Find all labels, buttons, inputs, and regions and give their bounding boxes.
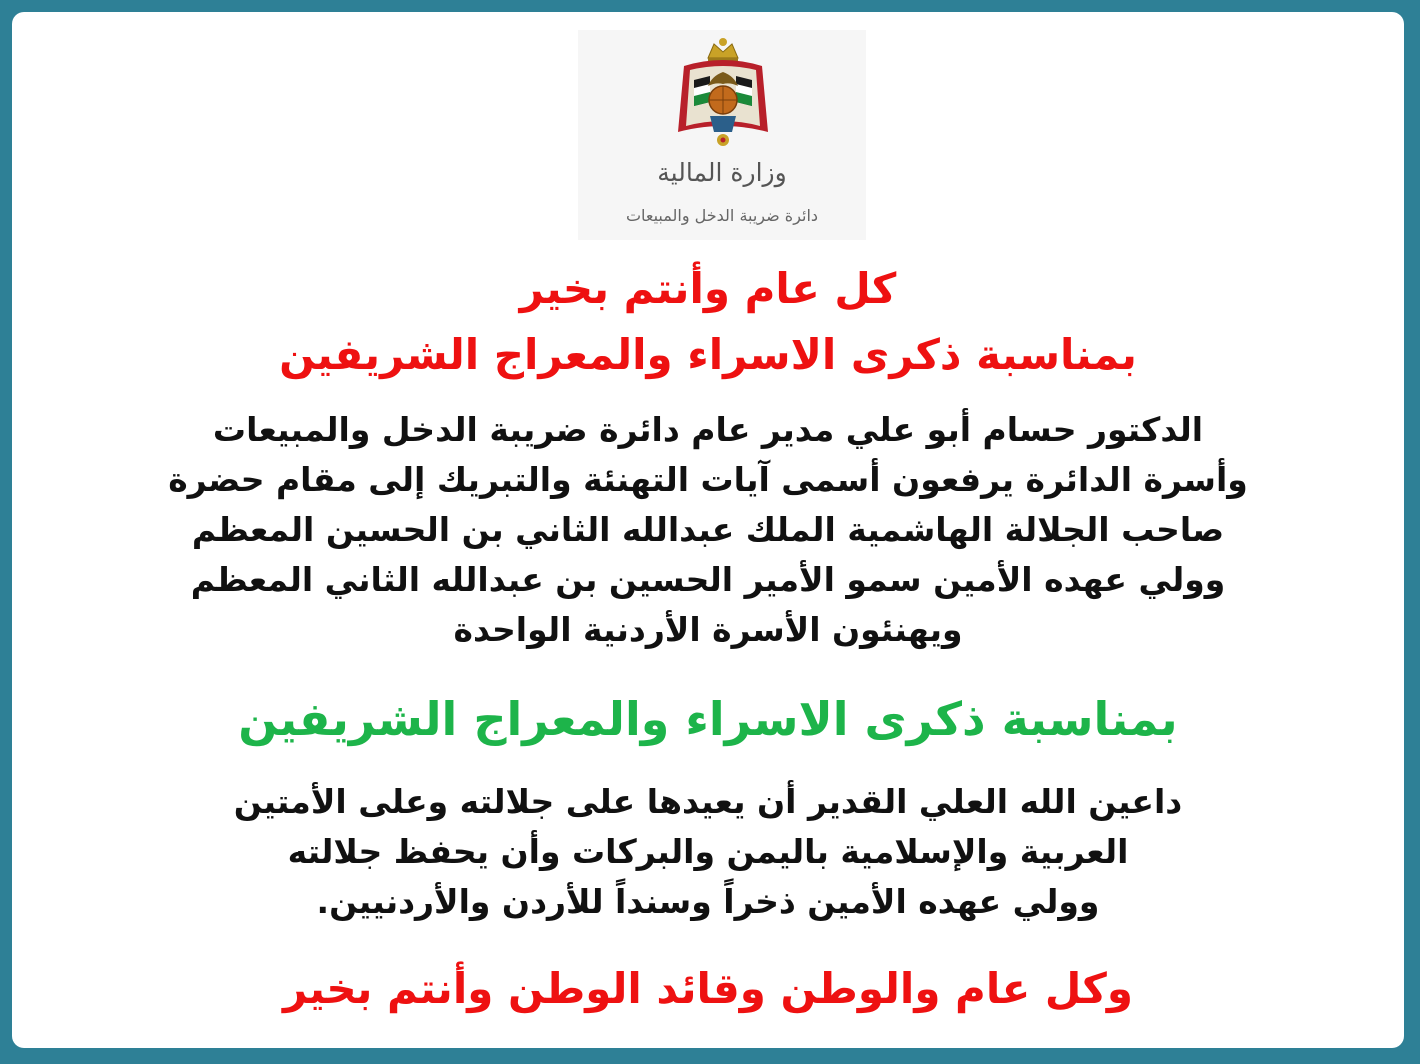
- greeting-title: كل عام وأنتم بخير: [519, 264, 897, 313]
- prayer-paragraph-line: داعين الله العلي القدير أن يعيدها على جلالته وعلى الأمتين: [233, 782, 1183, 821]
- department-name: دائرة ضريبة الدخل والمبيعات: [625, 206, 819, 225]
- closing-greeting: وكل عام والوطن وقائد الوطن وأنتم بخير: [283, 964, 1133, 1013]
- prayer-paragraph-line: العربية والإسلامية باليمن والبركات وأن يحفظ جلالته: [287, 832, 1129, 871]
- occasion-heading: بمناسبة ذكرى الاسراء والمعراج الشريفين: [238, 692, 1178, 746]
- main-paragraph-line: وولي عهده الأمين سمو الأمير الحسين بن عبدالله الثاني المعظم: [190, 560, 1226, 599]
- ministry-logo: [578, 30, 866, 240]
- ministry-name: وزارة المالية: [657, 158, 787, 187]
- coat-of-arms-icon: [664, 36, 782, 148]
- card-frame: [12, 12, 1404, 1048]
- main-paragraph-line: وأسرة الدائرة يرفعون أسمى آيات التهنئة والتبريك إلى مقام حضرة: [168, 460, 1248, 499]
- greeting-occasion: بمناسبة ذكرى الاسراء والمعراج الشريفين: [279, 330, 1137, 379]
- main-paragraph-line: صاحب الجلالة الهاشمية الملك عبدالله الثاني بن الحسين المعظم: [191, 510, 1225, 549]
- prayer-paragraph-line: وولي عهده الأمين ذخراً وسنداً للأردن والأردنيين.: [316, 882, 1100, 921]
- main-paragraph-line: الدكتور حسام أبو علي مدير عام دائرة ضريبة الدخل والمبيعات: [212, 410, 1204, 449]
- main-paragraph-line: ويهنئون الأسرة الأردنية الواحدة: [453, 610, 963, 649]
